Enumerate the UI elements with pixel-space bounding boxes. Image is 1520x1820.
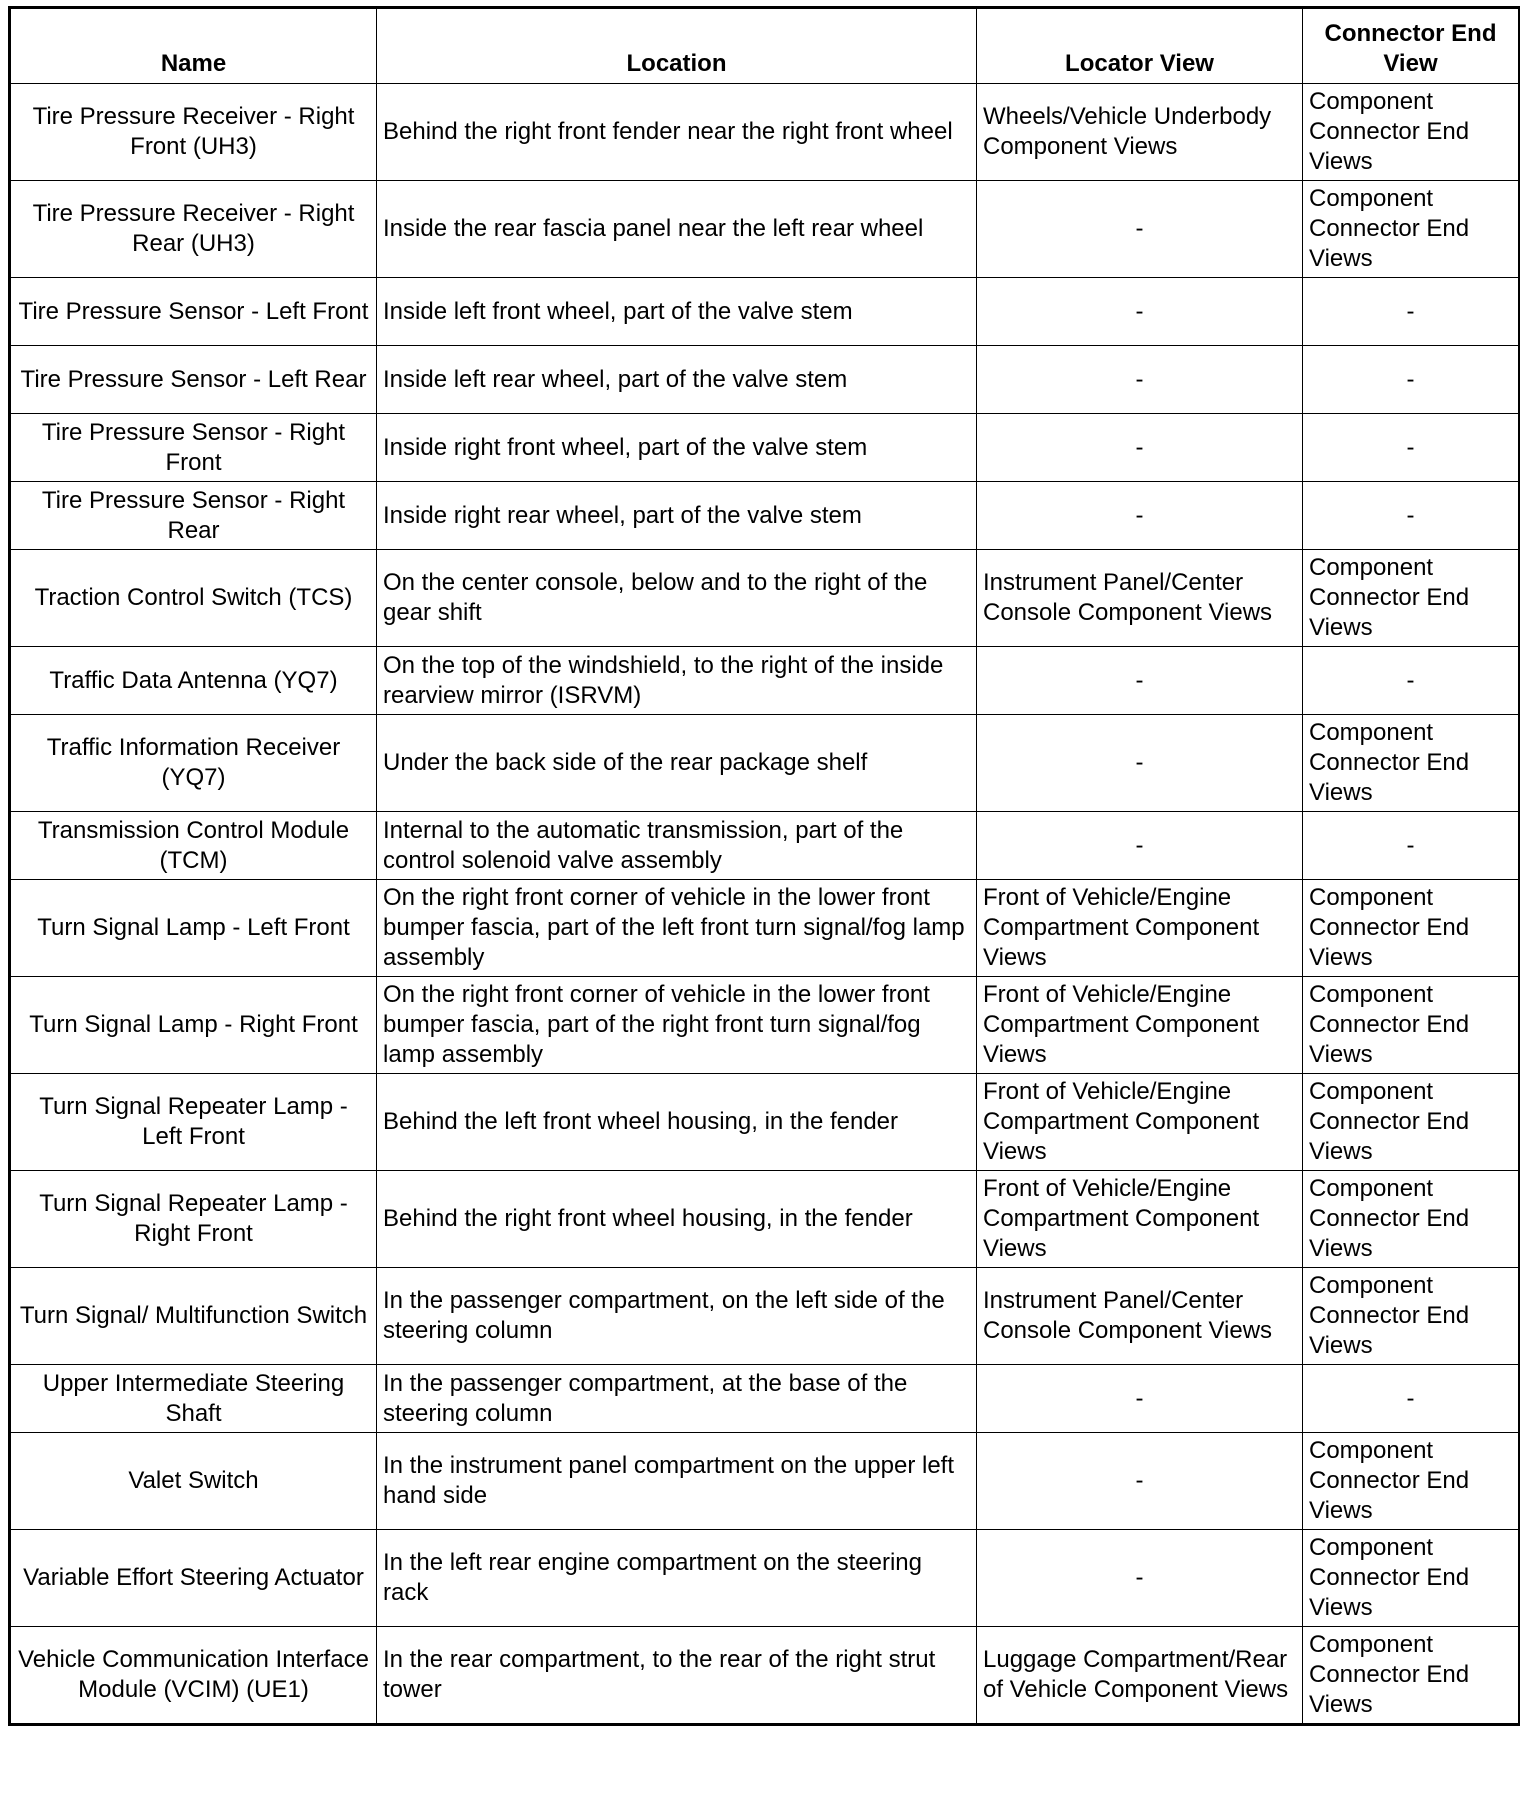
cell-locator-view: -: [977, 1365, 1303, 1433]
cell-name: Tire Pressure Sensor - Left Rear: [10, 346, 377, 414]
cell-name: Transmission Control Module (TCM): [10, 812, 377, 880]
cell-name: Turn Signal/ Multifunction Switch: [10, 1268, 377, 1365]
cell-name: Vehicle Communication Interface Module (VCIM) (UE1): [10, 1627, 377, 1725]
cell-locator-view: -: [977, 1433, 1303, 1530]
table-row: [10, 482, 1520, 550]
cell-location: On the top of the windshield, to the right of the inside rearview mirror (ISRVM): [377, 647, 977, 715]
cell-connector-end-view: Component Connector End Views: [1303, 1627, 1520, 1725]
cell-location: Inside the rear fascia panel near the left rear wheel: [377, 181, 977, 278]
header-connector-end-view: Connector End View: [1303, 8, 1520, 84]
cell-location: Inside left rear wheel, part of the valve stem: [377, 346, 977, 414]
cell-connector-end-view: -: [1303, 414, 1520, 482]
cell-name: Turn Signal Lamp - Right Front: [10, 977, 377, 1074]
cell-locator-view: Front of Vehicle/Engine Compartment Component Views: [977, 977, 1303, 1074]
cell-name: Upper Intermediate Steering Shaft: [10, 1365, 377, 1433]
cell-name: Variable Effort Steering Actuator: [10, 1530, 377, 1627]
cell-connector-end-view: -: [1303, 278, 1520, 346]
cell-locator-view: -: [977, 414, 1303, 482]
cell-connector-end-view: Component Connector End Views: [1303, 715, 1520, 812]
table-row: [10, 1268, 1520, 1365]
cell-locator-view: Front of Vehicle/Engine Compartment Component Views: [977, 1074, 1303, 1171]
cell-locator-view: -: [977, 278, 1303, 346]
header-location: Location: [377, 8, 977, 84]
cell-locator-view: Instrument Panel/Center Console Component Views: [977, 1268, 1303, 1365]
cell-location: On the right front corner of vehicle in the lower front bumper fascia, part of the right front turn signal/fog lamp assembly: [377, 977, 977, 1074]
cell-name: Turn Signal Repeater Lamp - Left Front: [10, 1074, 377, 1171]
header-locator-view: Locator View: [977, 8, 1303, 84]
cell-location: On the center console, below and to the right of the gear shift: [377, 550, 977, 647]
cell-name: Traffic Information Receiver (YQ7): [10, 715, 377, 812]
cell-name: Tire Pressure Receiver - Right Front (UH3): [10, 84, 377, 181]
cell-connector-end-view: Component Connector End Views: [1303, 1171, 1520, 1268]
table-row: [10, 1627, 1520, 1725]
cell-name: Traffic Data Antenna (YQ7): [10, 647, 377, 715]
table-row: [10, 647, 1520, 715]
cell-name: Tire Pressure Sensor - Right Rear: [10, 482, 377, 550]
cell-locator-view: -: [977, 647, 1303, 715]
cell-locator-view: -: [977, 812, 1303, 880]
cell-name: Traction Control Switch (TCS): [10, 550, 377, 647]
table-row: [10, 880, 1520, 977]
cell-locator-view: -: [977, 482, 1303, 550]
table-row: [10, 346, 1520, 414]
cell-location: In the passenger compartment, on the left side of the steering column: [377, 1268, 977, 1365]
cell-name: Turn Signal Lamp - Left Front: [10, 880, 377, 977]
cell-locator-view: -: [977, 1530, 1303, 1627]
table-row: [10, 715, 1520, 812]
cell-location: In the passenger compartment, at the base of the steering column: [377, 1365, 977, 1433]
table-row: [10, 812, 1520, 880]
table-row: [10, 414, 1520, 482]
cell-locator-view: Luggage Compartment/Rear of Vehicle Component Views: [977, 1627, 1303, 1725]
cell-location: Inside left front wheel, part of the valve stem: [377, 278, 977, 346]
cell-connector-end-view: Component Connector End Views: [1303, 84, 1520, 181]
header-row: [10, 8, 1520, 84]
table-row: [10, 84, 1520, 181]
cell-location: Behind the left front wheel housing, in the fender: [377, 1074, 977, 1171]
cell-connector-end-view: Component Connector End Views: [1303, 181, 1520, 278]
cell-location: In the instrument panel compartment on the upper left hand side: [377, 1433, 977, 1530]
cell-connector-end-view: -: [1303, 482, 1520, 550]
cell-location: Behind the right front fender near the right front wheel: [377, 84, 977, 181]
cell-name: Turn Signal Repeater Lamp - Right Front: [10, 1171, 377, 1268]
component-locator-table-sheet: [8, 6, 1518, 1726]
table-row: [10, 1530, 1520, 1627]
cell-connector-end-view: -: [1303, 346, 1520, 414]
cell-connector-end-view: -: [1303, 647, 1520, 715]
cell-connector-end-view: -: [1303, 812, 1520, 880]
cell-location: In the left rear engine compartment on the steering rack: [377, 1530, 977, 1627]
table-row: [10, 1365, 1520, 1433]
header-name: Name: [10, 8, 377, 84]
cell-connector-end-view: Component Connector End Views: [1303, 1074, 1520, 1171]
cell-connector-end-view: -: [1303, 1365, 1520, 1433]
cell-location: Behind the right front wheel housing, in the fender: [377, 1171, 977, 1268]
table-row: [10, 1074, 1520, 1171]
cell-location: On the right front corner of vehicle in the lower front bumper fascia, part of the left front turn signal/fog lamp assembly: [377, 880, 977, 977]
cell-location: Inside right rear wheel, part of the valve stem: [377, 482, 977, 550]
table-row: [10, 181, 1520, 278]
cell-location: In the rear compartment, to the rear of the right strut tower: [377, 1627, 977, 1725]
cell-locator-view: -: [977, 181, 1303, 278]
cell-locator-view: -: [977, 715, 1303, 812]
component-locator-table: [8, 6, 1520, 1726]
cell-connector-end-view: Component Connector End Views: [1303, 1268, 1520, 1365]
cell-location: Under the back side of the rear package shelf: [377, 715, 977, 812]
cell-locator-view: Instrument Panel/Center Console Component Views: [977, 550, 1303, 647]
cell-name: Tire Pressure Sensor - Left Front: [10, 278, 377, 346]
cell-connector-end-view: Component Connector End Views: [1303, 977, 1520, 1074]
table-row: [10, 977, 1520, 1074]
cell-name: Tire Pressure Receiver - Right Rear (UH3): [10, 181, 377, 278]
cell-connector-end-view: Component Connector End Views: [1303, 1433, 1520, 1530]
table-row: [10, 550, 1520, 647]
cell-locator-view: Front of Vehicle/Engine Compartment Component Views: [977, 1171, 1303, 1268]
cell-name: Valet Switch: [10, 1433, 377, 1530]
cell-connector-end-view: Component Connector End Views: [1303, 550, 1520, 647]
table-row: [10, 278, 1520, 346]
table-row: [10, 1433, 1520, 1530]
cell-connector-end-view: Component Connector End Views: [1303, 880, 1520, 977]
cell-name: Tire Pressure Sensor - Right Front: [10, 414, 377, 482]
cell-connector-end-view: Component Connector End Views: [1303, 1530, 1520, 1627]
table-row: [10, 1171, 1520, 1268]
cell-locator-view: Wheels/Vehicle Underbody Component Views: [977, 84, 1303, 181]
cell-locator-view: Front of Vehicle/Engine Compartment Component Views: [977, 880, 1303, 977]
cell-location: Internal to the automatic transmission, part of the control solenoid valve assembly: [377, 812, 977, 880]
cell-location: Inside right front wheel, part of the valve stem: [377, 414, 977, 482]
cell-locator-view: -: [977, 346, 1303, 414]
